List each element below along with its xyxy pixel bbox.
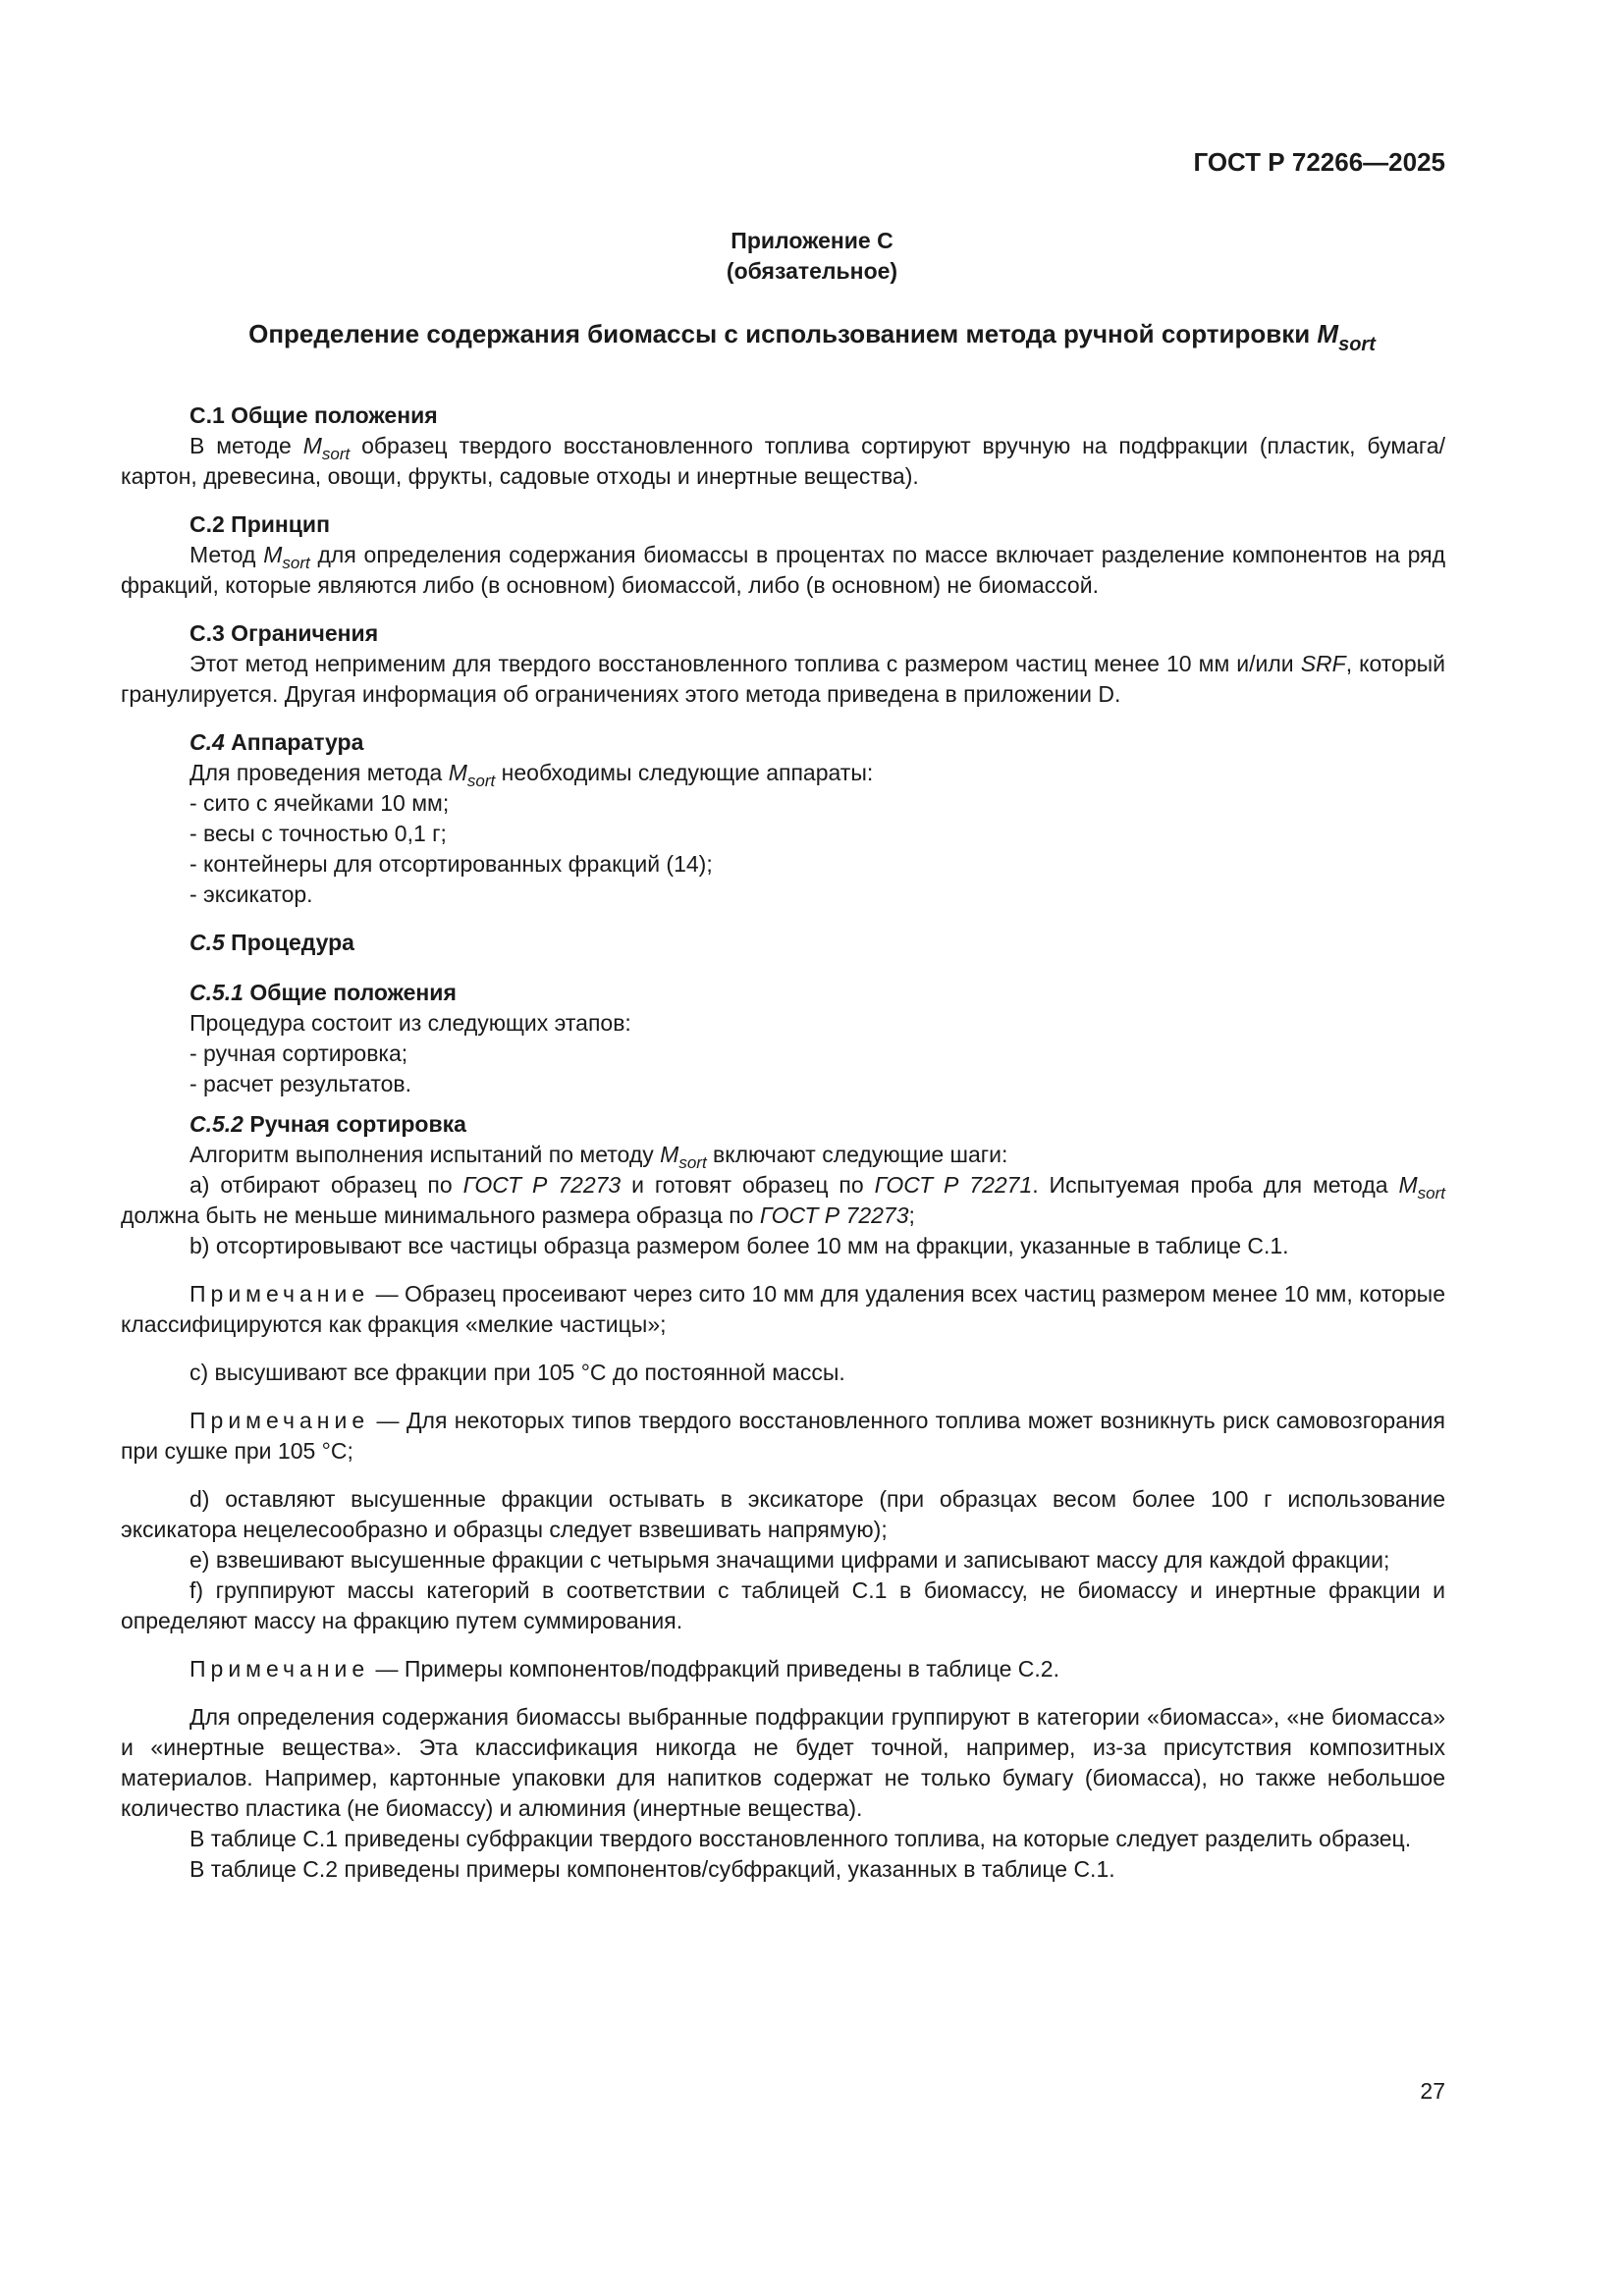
list-item: - эксикатор. (189, 881, 313, 907)
section-c51-intro: Процедура состоит из следующих этапов: (189, 1010, 631, 1036)
title-text: Определение содержания биомассы с использованием метода ручной сортировки (248, 319, 1318, 348)
document-body (121, 400, 1445, 1885)
title-symbol: M (1317, 319, 1339, 348)
step-a: а) отбирают образец по ГОСТ Р 72273 и готовят образец по ГОСТ Р 72271. Испытуемая проба для метода $M_{sort}$ должна быть не меньше минимального размера образца по ГОСТ Р 72273; (121, 1172, 1445, 1228)
annex-title: Приложение С (731, 228, 893, 253)
list-item: - весы с точностью 0,1 г; (189, 821, 447, 846)
section-c5-heading: С.5 Процедура (189, 930, 354, 955)
step-c: c) высушивают все фракции при 105 °С до постоянной массы. (189, 1360, 845, 1385)
step-d: d) оставляют высушенные фракции остывать в эксикаторе (при образцах весом более 100 г использование эксикатора нецелесообразно и образцы следует взвешивать напрямую); (121, 1486, 1445, 1542)
section-c1-heading: С.1 Общие положения (189, 402, 438, 428)
section-c4-heading: С.4 Аппаратура (189, 729, 364, 755)
section-c3-paragraph: Этот метод неприменим для твердого восстановленного топлива с размером частиц менее 10 мм и/или SRF, который гранулируется. Другая информация об ограничениях этого метода приведена в приложении D. (121, 651, 1446, 707)
section-c2-paragraph: Метод $M_{sort}$ для определения содержания биомассы в процентах по массе включает разделение компонентов на ряд фракций, которые являются либо (в основном) биомассой, либо (в основном) не биомассой. (121, 542, 1445, 598)
section-c52-heading: С.5.2 Ручная сортировка (189, 1111, 466, 1137)
step-e: e) взвешивают высушенные фракции с четырьмя значащими цифрами и записывают массу для каждой фракции; (189, 1547, 1390, 1573)
list-item: - контейнеры для отсортированных фракций (14); (189, 851, 713, 877)
section-c52-intro: Алгоритм выполнения испытаний по методу $M_{sort}$ включают следующие шаги: (189, 1142, 1008, 1172)
list-item: - ручная сортировка; (189, 1041, 408, 1066)
page-number: 27 (1420, 2078, 1445, 2104)
step-b: b) отсортировывают все частицы образца размером более 10 мм на фракции, указанные в таблице С.1. (189, 1233, 1289, 1258)
section-c51-heading: С.5.1 Общие положения (189, 980, 457, 1005)
annex-status: (обязательное) (726, 258, 898, 284)
note-1: Примечание — Образец просеивают через сито 10 мм для удаления всех частиц размером менее 10 мм, которые классифицируются как фракция «мелкие частицы»; (121, 1281, 1445, 1337)
paragraph-table-c2: В таблице С.2 приведены примеры компонентов/субфракций, указанных в таблице С.1. (189, 1856, 1115, 1882)
note-3: Примечание — Примеры компонентов/подфракций приведены в таблице С.2. (189, 1656, 1059, 1682)
document-header-id: ГОСТ Р 72266—2025 (1193, 147, 1445, 177)
note-2: Примечание — Для некоторых типов твердого восстановленного топлива может возникнуть риск самовозгорания при сушке при 105 °С; (121, 1408, 1445, 1464)
title-symbol-subscript: sort (1338, 334, 1376, 355)
paragraph-classification: Для определения содержания биомассы выбранные подфракции группируют в категории «биомасса», «не биомасса» и «инертные вещества». Эта классификация никогда не будет точной, например, из-за присутствия композитных материалов. Например, картонные упаковки для напитков содержат не только бумагу (биомасса), но также небольшое количество пластика (не биомассу) и алюминия (инертные вещества). (121, 1704, 1445, 1821)
section-c1-paragraph: В методе $M_{sort}$ образец твердого восстановленного топлива сортируют вручную на подфракции (пластик, бумага/картон, древесина, овощи, фрукты, садовые отходы и инертные вещества). (121, 433, 1445, 489)
step-f: f) группируют массы категорий в соответствии с таблицей С.1 в биомассу, не биомассу и инертные фракции и определяют массу на фракцию путем суммирования. (121, 1577, 1445, 1633)
section-c4-intro: Для проведения метода $M_{sort}$ необходимы следующие аппараты: (189, 760, 874, 790)
annex-heading (0, 226, 1624, 287)
paragraph-table-c1: В таблице С.1 приведены субфракции твердого восстановленного топлива, на которые следует разделить образец. (189, 1826, 1412, 1851)
section-c2-heading: С.2 Принцип (189, 511, 330, 537)
section-c3-heading: С.3 Ограничения (189, 620, 379, 646)
list-item: - расчет результатов. (189, 1071, 412, 1096)
list-item: - сито с ячейками 10 мм; (189, 790, 450, 816)
annex-main-title (0, 316, 1624, 355)
